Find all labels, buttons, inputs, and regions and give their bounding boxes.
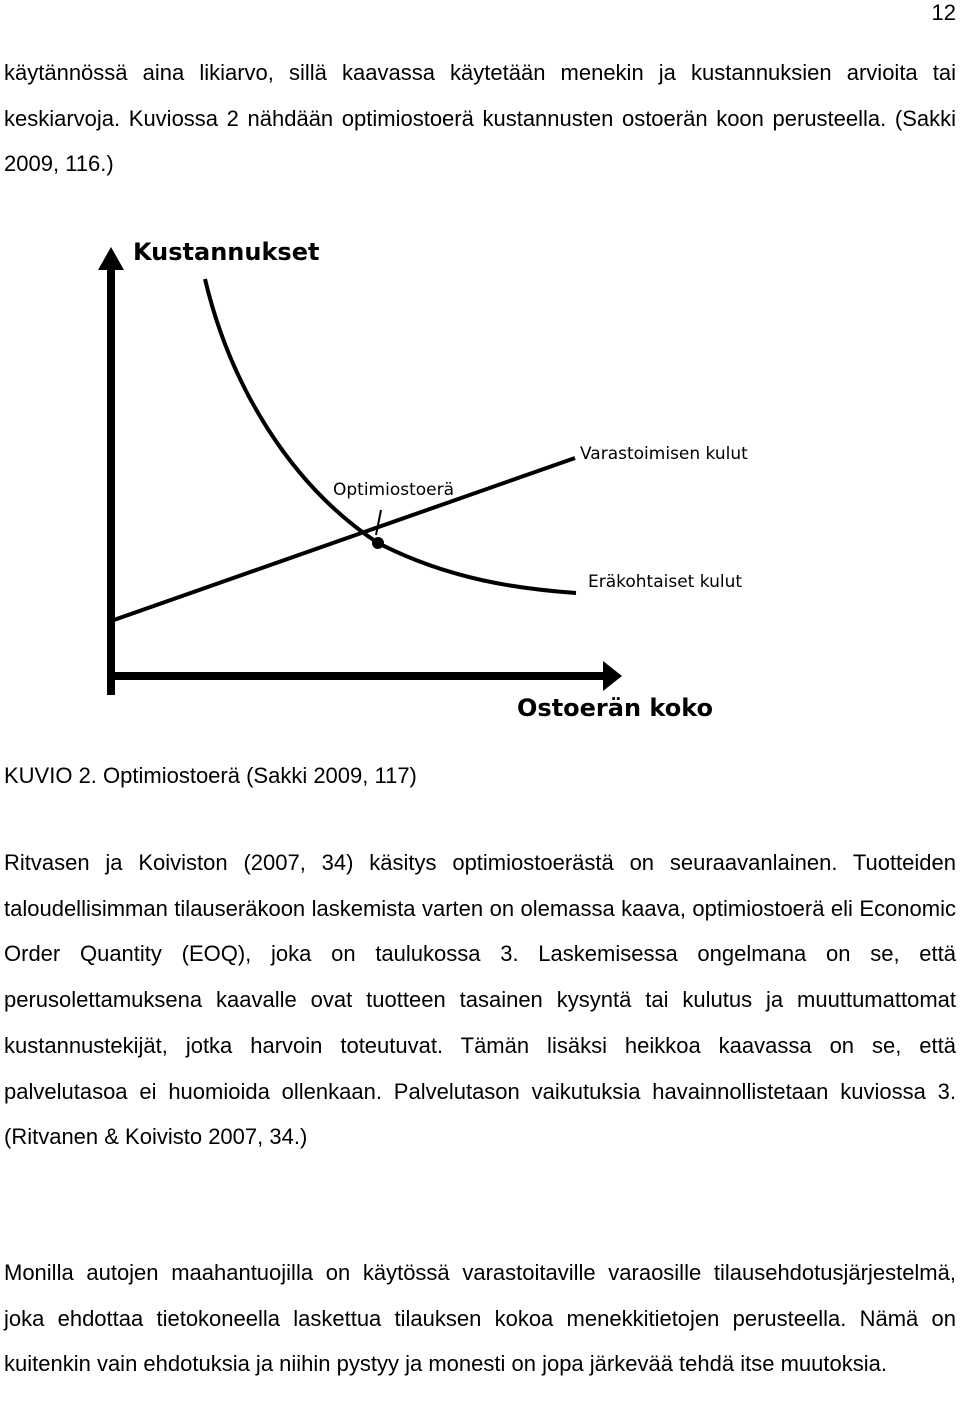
optimum-point bbox=[372, 537, 384, 549]
page-number: 12 bbox=[931, 0, 956, 25]
paragraph-intro: käytännössä aina likiarvo, sillä kaavassa käytetään menekin ja kustannuksien arvioita tai keskiarvoja. Kuviossa 2 nähdään optimiostoerä kustannusten ostoerän koon perusteella. (Sakki 2009, 116.) bbox=[4, 60, 956, 177]
storage-costs-label: Varastoimisen kulut bbox=[580, 444, 748, 464]
batch-costs-label: Eräkohtaiset kulut bbox=[588, 572, 743, 592]
y-axis-label: Kustannukset bbox=[133, 238, 320, 266]
optimum-pointer bbox=[376, 510, 381, 535]
x-axis-arrow bbox=[603, 661, 622, 691]
y-axis-arrow bbox=[98, 247, 124, 270]
batch-costs-curve bbox=[205, 279, 576, 593]
eoq-figure bbox=[0, 225, 960, 735]
x-axis-label: Ostoerän koko bbox=[517, 694, 714, 722]
paragraph-eoq: Ritvasen ja Koiviston (2007, 34) käsitys optimiostoerästä on seuraavanlainen. Tuotteiden taloudellisimman tilauseräkoon laskemista varten on olemassa kaava, optimiostoerä eli Economic Order Quantity (EOQ), joka on taulukossa 3. Laskemisessa ongelmana on se, että perusolettamuksena kaavalle ovat tuotteen tasainen kysyntä tai kulutus ja muuttumattomat kustannustekijät, jotka harvoin toteutuvat. Tämän lisäksi heikkoa kaavassa on se, että palvelutasoa ei huomioida ollenkaan. Palvelutason vaikutuksia havainnollistetaan kuviossa 3.(Ritvanen & Koivisto 2007, 34.) bbox=[4, 850, 956, 1150]
figure-caption: KUVIO 2. Optimiostoerä (Sakki 2009, 117) bbox=[4, 763, 417, 788]
paragraph-importers: Monilla autojen maahantuojilla on käytössä varastoitaville varaosille tilausehdotusjärjestelmä, joka ehdottaa tietokoneella laskettua tilauksen kokoa menekkitietojen perusteella. Nämä on kuitenkin vain ehdotuksia ja niihin pystyy ja monesti on jopa järkevää tehdä itse muutoksia. bbox=[4, 1260, 956, 1377]
optimum-label: Optimiostoerä bbox=[333, 480, 455, 500]
